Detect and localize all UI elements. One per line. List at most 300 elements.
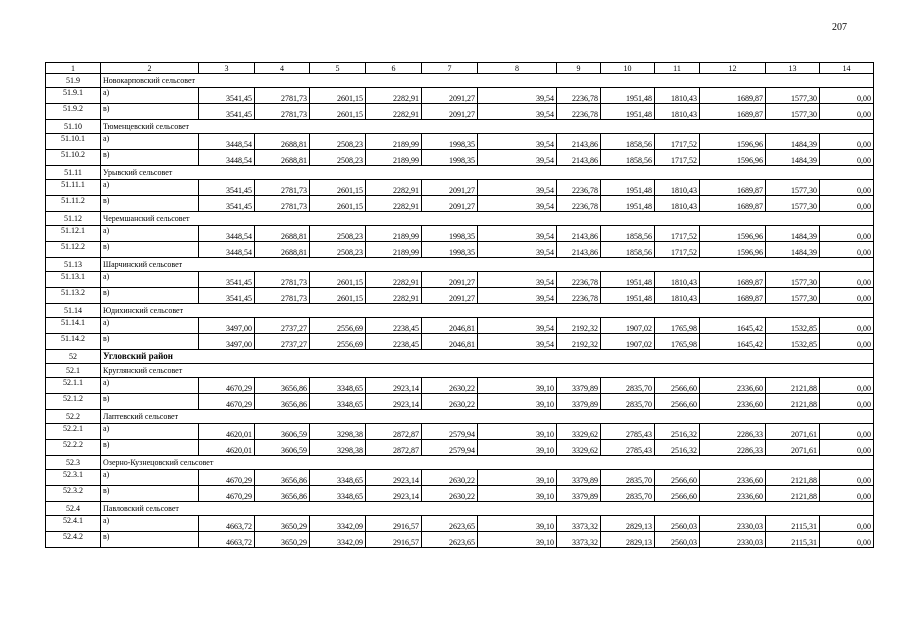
value-cell: 2091,27 xyxy=(422,272,478,288)
value-cell: 1717,52 xyxy=(655,242,700,258)
value-cell: 2236,78 xyxy=(557,180,601,196)
value-cell: 3541,45 xyxy=(199,272,255,288)
value-cell: 1907,02 xyxy=(601,318,655,334)
value-cell: 3497,00 xyxy=(199,318,255,334)
value-cell: 1951,48 xyxy=(601,180,655,196)
value-cell: 2508,23 xyxy=(310,226,366,242)
value-cell: 2121,88 xyxy=(766,486,820,502)
value-cell: 2785,43 xyxy=(601,440,655,456)
value-cell: 0,00 xyxy=(820,394,874,410)
value-cell: 0,00 xyxy=(820,104,874,120)
value-cell: 2781,73 xyxy=(255,196,310,212)
value-cell: 0,00 xyxy=(820,150,874,166)
row-code: 52.1.1 xyxy=(46,378,101,394)
row-label: а) xyxy=(101,516,199,532)
group-name: Угловский район xyxy=(101,350,874,364)
value-cell: 3541,45 xyxy=(199,88,255,104)
value-cell: 2121,88 xyxy=(766,378,820,394)
row-code: 52.2.2 xyxy=(46,440,101,456)
value-cell: 2630,22 xyxy=(422,378,478,394)
table-row xyxy=(46,470,874,486)
table-row xyxy=(46,378,874,394)
settlement-row xyxy=(46,410,874,424)
row-label: в) xyxy=(101,440,199,456)
row-code: 51.13.1 xyxy=(46,272,101,288)
table-row xyxy=(46,196,874,212)
column-header: 12 xyxy=(700,63,766,74)
value-cell: 1858,56 xyxy=(601,150,655,166)
value-cell: 3373,32 xyxy=(557,516,601,532)
row-code: 51.14.1 xyxy=(46,318,101,334)
value-cell: 2121,88 xyxy=(766,394,820,410)
value-cell: 2781,73 xyxy=(255,288,310,304)
value-cell: 2189,99 xyxy=(366,242,422,258)
value-cell: 2688,81 xyxy=(255,150,310,166)
value-cell: 2236,78 xyxy=(557,104,601,120)
value-cell: 2556,69 xyxy=(310,318,366,334)
value-cell: 1689,87 xyxy=(700,180,766,196)
table-row xyxy=(46,486,874,502)
value-cell: 2286,33 xyxy=(700,424,766,440)
value-cell: 2071,61 xyxy=(766,424,820,440)
value-cell: 39,10 xyxy=(478,394,557,410)
value-cell: 2688,81 xyxy=(255,242,310,258)
value-cell: 2091,27 xyxy=(422,288,478,304)
value-cell: 39,10 xyxy=(478,516,557,532)
value-cell: 0,00 xyxy=(820,334,874,350)
value-cell: 4670,29 xyxy=(199,394,255,410)
value-cell: 1484,39 xyxy=(766,150,820,166)
value-cell: 1998,35 xyxy=(422,242,478,258)
table-row xyxy=(46,424,874,440)
value-cell: 2143,86 xyxy=(557,226,601,242)
value-cell: 1951,48 xyxy=(601,272,655,288)
row-label: в) xyxy=(101,196,199,212)
value-cell: 2566,60 xyxy=(655,378,700,394)
value-cell: 2781,73 xyxy=(255,88,310,104)
value-cell: 39,10 xyxy=(478,378,557,394)
value-cell: 2579,94 xyxy=(422,440,478,456)
value-cell: 2737,27 xyxy=(255,334,310,350)
value-cell: 2835,70 xyxy=(601,470,655,486)
row-code: 52.3.2 xyxy=(46,486,101,502)
value-cell: 0,00 xyxy=(820,288,874,304)
value-cell: 2781,73 xyxy=(255,180,310,196)
value-cell: 2566,60 xyxy=(655,486,700,502)
value-cell: 39,10 xyxy=(478,440,557,456)
row-code: 51.12.1 xyxy=(46,226,101,242)
district-row xyxy=(46,350,874,364)
column-header: 5 xyxy=(310,63,366,74)
value-cell: 2560,03 xyxy=(655,532,700,548)
value-cell: 3606,59 xyxy=(255,440,310,456)
row-label: а) xyxy=(101,470,199,486)
value-cell: 1689,87 xyxy=(700,272,766,288)
value-cell: 2282,91 xyxy=(366,196,422,212)
value-cell: 1645,42 xyxy=(700,334,766,350)
value-cell: 3656,86 xyxy=(255,378,310,394)
group-name: Озерно-Кузнецовский сельсовет xyxy=(101,456,874,470)
value-cell: 1810,43 xyxy=(655,180,700,196)
value-cell: 3348,65 xyxy=(310,486,366,502)
value-cell: 1810,43 xyxy=(655,88,700,104)
value-cell: 1532,85 xyxy=(766,318,820,334)
column-header: 4 xyxy=(255,63,310,74)
value-cell: 39,54 xyxy=(478,334,557,350)
group-name: Шарчинский сельсовет xyxy=(101,258,874,272)
value-cell: 4620,01 xyxy=(199,440,255,456)
value-cell: 0,00 xyxy=(820,272,874,288)
value-cell: 3448,54 xyxy=(199,150,255,166)
value-cell: 2282,91 xyxy=(366,104,422,120)
value-cell: 39,54 xyxy=(478,134,557,150)
row-label: а) xyxy=(101,424,199,440)
value-cell: 2630,22 xyxy=(422,470,478,486)
settlement-row xyxy=(46,166,874,180)
value-cell: 1765,98 xyxy=(655,334,700,350)
value-cell: 2601,15 xyxy=(310,104,366,120)
header-row xyxy=(46,63,874,74)
value-cell: 2192,32 xyxy=(557,334,601,350)
value-cell: 2516,32 xyxy=(655,440,700,456)
row-code: 51.13.2 xyxy=(46,288,101,304)
value-cell: 2330,03 xyxy=(700,532,766,548)
table-row xyxy=(46,394,874,410)
row-code: 51.11.2 xyxy=(46,196,101,212)
value-cell: 1596,96 xyxy=(700,242,766,258)
row-label: а) xyxy=(101,272,199,288)
value-cell: 2623,65 xyxy=(422,516,478,532)
value-cell: 2091,27 xyxy=(422,196,478,212)
group-code: 52.1 xyxy=(46,364,101,378)
table-row xyxy=(46,226,874,242)
value-cell: 3656,86 xyxy=(255,394,310,410)
value-cell: 2236,78 xyxy=(557,288,601,304)
value-cell: 2630,22 xyxy=(422,394,478,410)
settlement-row xyxy=(46,364,874,378)
value-cell: 1577,30 xyxy=(766,88,820,104)
value-cell: 39,54 xyxy=(478,150,557,166)
row-label: в) xyxy=(101,150,199,166)
value-cell: 39,54 xyxy=(478,180,557,196)
column-header: 10 xyxy=(601,63,655,74)
value-cell: 2336,60 xyxy=(700,470,766,486)
value-cell: 2238,45 xyxy=(366,334,422,350)
value-cell: 4663,72 xyxy=(199,516,255,532)
value-cell: 0,00 xyxy=(820,180,874,196)
settlement-row xyxy=(46,502,874,516)
value-cell: 0,00 xyxy=(820,486,874,502)
value-cell: 2516,32 xyxy=(655,424,700,440)
value-cell: 2508,23 xyxy=(310,242,366,258)
value-cell: 1484,39 xyxy=(766,134,820,150)
value-cell: 1858,56 xyxy=(601,242,655,258)
value-cell: 3650,29 xyxy=(255,532,310,548)
value-cell: 2236,78 xyxy=(557,88,601,104)
value-cell: 2121,88 xyxy=(766,470,820,486)
page-number: 207 xyxy=(832,22,847,33)
row-code: 52.4.2 xyxy=(46,532,101,548)
value-cell: 2508,23 xyxy=(310,134,366,150)
value-cell: 1717,52 xyxy=(655,150,700,166)
row-label: а) xyxy=(101,134,199,150)
group-name: Круглянский сельсовет xyxy=(101,364,874,378)
value-cell: 4620,01 xyxy=(199,424,255,440)
value-cell: 2601,15 xyxy=(310,196,366,212)
value-cell: 2189,99 xyxy=(366,134,422,150)
value-cell: 3379,89 xyxy=(557,486,601,502)
value-cell: 0,00 xyxy=(820,440,874,456)
value-cell: 2192,32 xyxy=(557,318,601,334)
table-row xyxy=(46,334,874,350)
value-cell: 1998,35 xyxy=(422,150,478,166)
value-cell: 39,54 xyxy=(478,288,557,304)
value-cell: 2601,15 xyxy=(310,288,366,304)
value-cell: 39,54 xyxy=(478,88,557,104)
value-cell: 2916,57 xyxy=(366,532,422,548)
row-code: 52.3.1 xyxy=(46,470,101,486)
value-cell: 1998,35 xyxy=(422,226,478,242)
value-cell: 2601,15 xyxy=(310,88,366,104)
row-label: в) xyxy=(101,394,199,410)
value-cell: 2330,03 xyxy=(700,516,766,532)
value-cell: 2189,99 xyxy=(366,226,422,242)
group-code: 52.2 xyxy=(46,410,101,424)
value-cell: 3342,09 xyxy=(310,532,366,548)
value-cell: 3541,45 xyxy=(199,180,255,196)
value-cell: 39,10 xyxy=(478,424,557,440)
row-code: 51.14.2 xyxy=(46,334,101,350)
value-cell: 39,10 xyxy=(478,470,557,486)
value-cell: 3348,65 xyxy=(310,394,366,410)
table-body xyxy=(46,74,874,548)
settlement-row xyxy=(46,456,874,470)
value-cell: 39,54 xyxy=(478,226,557,242)
value-cell: 1907,02 xyxy=(601,334,655,350)
row-code: 52.1.2 xyxy=(46,394,101,410)
table-row xyxy=(46,104,874,120)
group-code: 51.9 xyxy=(46,74,101,88)
value-cell: 2630,22 xyxy=(422,486,478,502)
value-cell: 2236,78 xyxy=(557,272,601,288)
value-cell: 39,54 xyxy=(478,272,557,288)
value-cell: 1484,39 xyxy=(766,242,820,258)
value-cell: 1645,42 xyxy=(700,318,766,334)
value-cell: 2923,14 xyxy=(366,378,422,394)
group-code: 52 xyxy=(46,350,101,364)
group-code: 51.11 xyxy=(46,166,101,180)
value-cell: 2556,69 xyxy=(310,334,366,350)
column-header: 3 xyxy=(199,63,255,74)
value-cell: 2923,14 xyxy=(366,394,422,410)
value-cell: 1484,39 xyxy=(766,226,820,242)
value-cell: 1689,87 xyxy=(700,104,766,120)
value-cell: 1596,96 xyxy=(700,226,766,242)
row-label: в) xyxy=(101,288,199,304)
value-cell: 0,00 xyxy=(820,134,874,150)
value-cell: 2601,15 xyxy=(310,180,366,196)
table-row xyxy=(46,440,874,456)
value-cell: 2688,81 xyxy=(255,226,310,242)
value-cell: 0,00 xyxy=(820,226,874,242)
table-row xyxy=(46,272,874,288)
value-cell: 1858,56 xyxy=(601,134,655,150)
column-header: 1 xyxy=(46,63,101,74)
row-code: 52.2.1 xyxy=(46,424,101,440)
value-cell: 0,00 xyxy=(820,378,874,394)
column-header: 9 xyxy=(557,63,601,74)
value-cell: 2781,73 xyxy=(255,104,310,120)
value-cell: 4670,29 xyxy=(199,470,255,486)
group-name: Юдихинский сельсовет xyxy=(101,304,874,318)
value-cell: 2115,31 xyxy=(766,516,820,532)
value-cell: 2336,60 xyxy=(700,394,766,410)
value-cell: 2282,91 xyxy=(366,180,422,196)
row-code: 52.4.1 xyxy=(46,516,101,532)
row-code: 51.9.2 xyxy=(46,104,101,120)
value-cell: 2872,87 xyxy=(366,440,422,456)
row-code: 51.12.2 xyxy=(46,242,101,258)
value-cell: 1998,35 xyxy=(422,134,478,150)
value-cell: 1858,56 xyxy=(601,226,655,242)
table-row xyxy=(46,532,874,548)
value-cell: 2236,78 xyxy=(557,196,601,212)
value-cell: 4670,29 xyxy=(199,486,255,502)
value-cell: 1689,87 xyxy=(700,196,766,212)
table-row xyxy=(46,288,874,304)
row-code: 51.11.1 xyxy=(46,180,101,196)
value-cell: 1577,30 xyxy=(766,196,820,212)
value-cell: 39,10 xyxy=(478,532,557,548)
value-cell: 3348,65 xyxy=(310,378,366,394)
value-cell: 3379,89 xyxy=(557,378,601,394)
group-code: 51.10 xyxy=(46,120,101,134)
value-cell: 2336,60 xyxy=(700,486,766,502)
value-cell: 39,54 xyxy=(478,318,557,334)
value-cell: 1810,43 xyxy=(655,196,700,212)
value-cell: 2835,70 xyxy=(601,394,655,410)
value-cell: 1810,43 xyxy=(655,104,700,120)
column-header: 13 xyxy=(766,63,820,74)
value-cell: 3329,62 xyxy=(557,424,601,440)
value-cell: 2336,60 xyxy=(700,378,766,394)
value-cell: 39,54 xyxy=(478,242,557,258)
value-cell: 3379,89 xyxy=(557,394,601,410)
value-cell: 2282,91 xyxy=(366,288,422,304)
value-cell: 3448,54 xyxy=(199,134,255,150)
row-label: а) xyxy=(101,318,199,334)
row-code: 51.10.2 xyxy=(46,150,101,166)
row-code: 51.9.1 xyxy=(46,88,101,104)
value-cell: 3448,54 xyxy=(199,242,255,258)
group-name: Урывский сельсовет xyxy=(101,166,874,180)
table-row xyxy=(46,150,874,166)
value-cell: 1596,96 xyxy=(700,134,766,150)
column-header: 6 xyxy=(366,63,422,74)
value-cell: 2579,94 xyxy=(422,424,478,440)
value-cell: 1577,30 xyxy=(766,104,820,120)
value-cell: 1951,48 xyxy=(601,88,655,104)
value-cell: 1532,85 xyxy=(766,334,820,350)
value-cell: 3448,54 xyxy=(199,226,255,242)
group-name: Павловский сельсовет xyxy=(101,502,874,516)
value-cell: 1717,52 xyxy=(655,226,700,242)
value-cell: 3650,29 xyxy=(255,516,310,532)
table-row xyxy=(46,318,874,334)
tariff-table xyxy=(45,62,874,548)
value-cell: 0,00 xyxy=(820,242,874,258)
value-cell: 1689,87 xyxy=(700,88,766,104)
column-header: 14 xyxy=(820,63,874,74)
row-label: а) xyxy=(101,378,199,394)
value-cell: 2566,60 xyxy=(655,394,700,410)
group-name: Лаптевский сельсовет xyxy=(101,410,874,424)
value-cell: 3541,45 xyxy=(199,104,255,120)
value-cell: 2829,13 xyxy=(601,516,655,532)
group-code: 51.14 xyxy=(46,304,101,318)
settlement-row xyxy=(46,74,874,88)
value-cell: 1951,48 xyxy=(601,196,655,212)
value-cell: 2046,81 xyxy=(422,334,478,350)
value-cell: 1577,30 xyxy=(766,288,820,304)
value-cell: 1810,43 xyxy=(655,272,700,288)
value-cell: 2282,91 xyxy=(366,88,422,104)
row-label: а) xyxy=(101,88,199,104)
column-header: 7 xyxy=(422,63,478,74)
value-cell: 3606,59 xyxy=(255,424,310,440)
value-cell: 2623,65 xyxy=(422,532,478,548)
value-cell: 2115,31 xyxy=(766,532,820,548)
value-cell: 2091,27 xyxy=(422,104,478,120)
value-cell: 1810,43 xyxy=(655,288,700,304)
value-cell: 2286,33 xyxy=(700,440,766,456)
group-code: 52.4 xyxy=(46,502,101,516)
group-name: Тюменцевский сельсовет xyxy=(101,120,874,134)
value-cell: 2785,43 xyxy=(601,424,655,440)
group-code: 51.12 xyxy=(46,212,101,226)
value-cell: 2688,81 xyxy=(255,134,310,150)
value-cell: 2737,27 xyxy=(255,318,310,334)
group-name: Новокарповский сельсовет xyxy=(101,74,874,88)
value-cell: 1765,98 xyxy=(655,318,700,334)
value-cell: 1717,52 xyxy=(655,134,700,150)
value-cell: 3342,09 xyxy=(310,516,366,532)
value-cell: 3497,00 xyxy=(199,334,255,350)
value-cell: 2143,86 xyxy=(557,150,601,166)
value-cell: 2923,14 xyxy=(366,470,422,486)
value-cell: 2916,57 xyxy=(366,516,422,532)
group-code: 51.13 xyxy=(46,258,101,272)
value-cell: 1689,87 xyxy=(700,288,766,304)
table-row xyxy=(46,180,874,196)
value-cell: 2829,13 xyxy=(601,532,655,548)
value-cell: 0,00 xyxy=(820,470,874,486)
table-row xyxy=(46,88,874,104)
value-cell: 2091,27 xyxy=(422,180,478,196)
value-cell: 0,00 xyxy=(820,424,874,440)
value-cell: 0,00 xyxy=(820,196,874,212)
value-cell: 3298,38 xyxy=(310,440,366,456)
value-cell: 2601,15 xyxy=(310,272,366,288)
row-label: в) xyxy=(101,104,199,120)
value-cell: 2143,86 xyxy=(557,134,601,150)
table-row xyxy=(46,242,874,258)
value-cell: 2835,70 xyxy=(601,378,655,394)
value-cell: 3541,45 xyxy=(199,196,255,212)
value-cell: 2046,81 xyxy=(422,318,478,334)
value-cell: 1951,48 xyxy=(601,288,655,304)
value-cell: 2091,27 xyxy=(422,88,478,104)
